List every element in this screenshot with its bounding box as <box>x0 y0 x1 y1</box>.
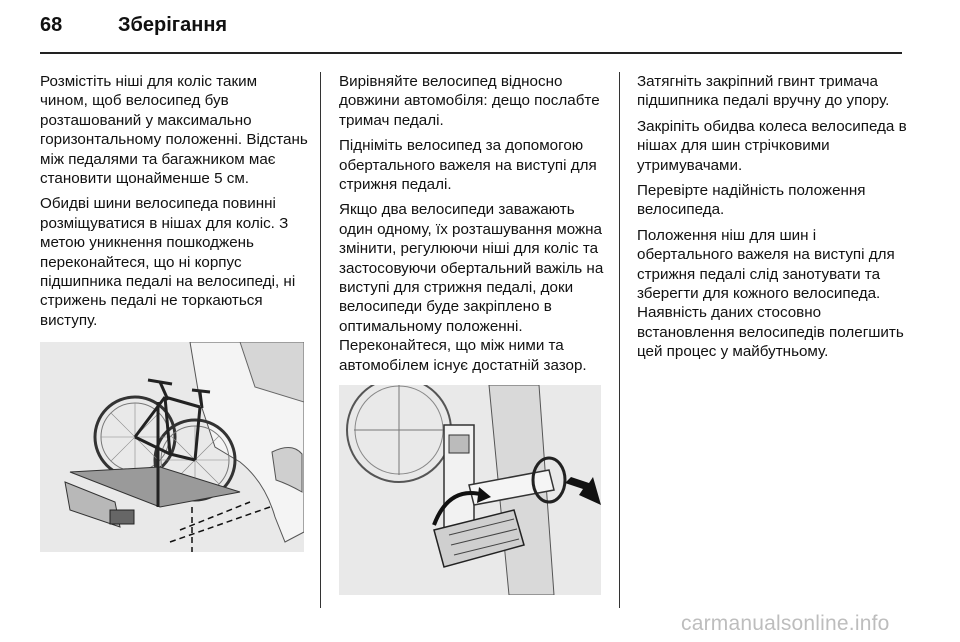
paragraph: Розмістіть ніші для коліс таким чином, щоб велосипед був розташований у максимально горизонтальному положенні. Відстань між педалями та багажником має становити щонайменше 5 см. <box>40 73 308 188</box>
paragraph: Закріпіть обидва колеса велосипеда в нішах для шин стрічковими утримувачами. <box>637 117 907 174</box>
pedal-holder-closeup-illustration <box>339 385 601 595</box>
page-header <box>40 14 902 54</box>
section-title: Зберігання <box>118 14 228 36</box>
paragraph: Обидві шини велосипеда повинні розміщуватися в нішах для коліс. З метою уникнення пошкоджень переконайтеся, що ні корпус підшипника педалі на велосипеді, ні стрижень педалі не торкаються виступу. <box>40 195 296 329</box>
bike-carrier-drawing <box>40 342 304 552</box>
header-rule <box>40 52 902 54</box>
paragraph: Підніміть велосипед за допомогою обертального важеля на виступі для стрижня педалі. <box>339 137 597 194</box>
paragraph: Положення ніш для шин і обертального важеля на виступі для стрижня педалі слід занотувати та зберегти для кожного велосипеда. Наявність даних стосовно встановлення велосипедів полегшить цей процес у майбутньому. <box>637 226 904 361</box>
paragraph: Перевірте надійність положення велосипеда. <box>637 182 866 219</box>
text-column-1 <box>40 72 308 336</box>
text-column-3 <box>637 72 907 368</box>
paragraph: Вирівняйте велосипед відносно довжини автомобіля: дещо послабте тримач педалі. <box>339 73 600 129</box>
text-column-2 <box>339 72 607 381</box>
column-divider <box>619 72 620 608</box>
paragraph: Якщо два велосипеди заважають один одному, їх розташування можна змінити, регулюючи ніші для коліс та застосовуючи обертальний важіль на виступі для стрижня педалі, доки велосипеди буде закріплено в оптимальному положенні. Переконайтеся, що між ними та автомобілем існує достатній зазор. <box>339 201 604 374</box>
column-divider <box>320 72 321 608</box>
pedal-holder-drawing <box>339 385 601 595</box>
watermark: carmanualsonline.info <box>681 612 890 635</box>
paragraph: Затягніть закріпний гвинт тримача підшипника педалі вручну до упору. <box>637 73 890 110</box>
bike-carrier-illustration <box>40 342 304 552</box>
page-number: 68 <box>40 14 63 36</box>
